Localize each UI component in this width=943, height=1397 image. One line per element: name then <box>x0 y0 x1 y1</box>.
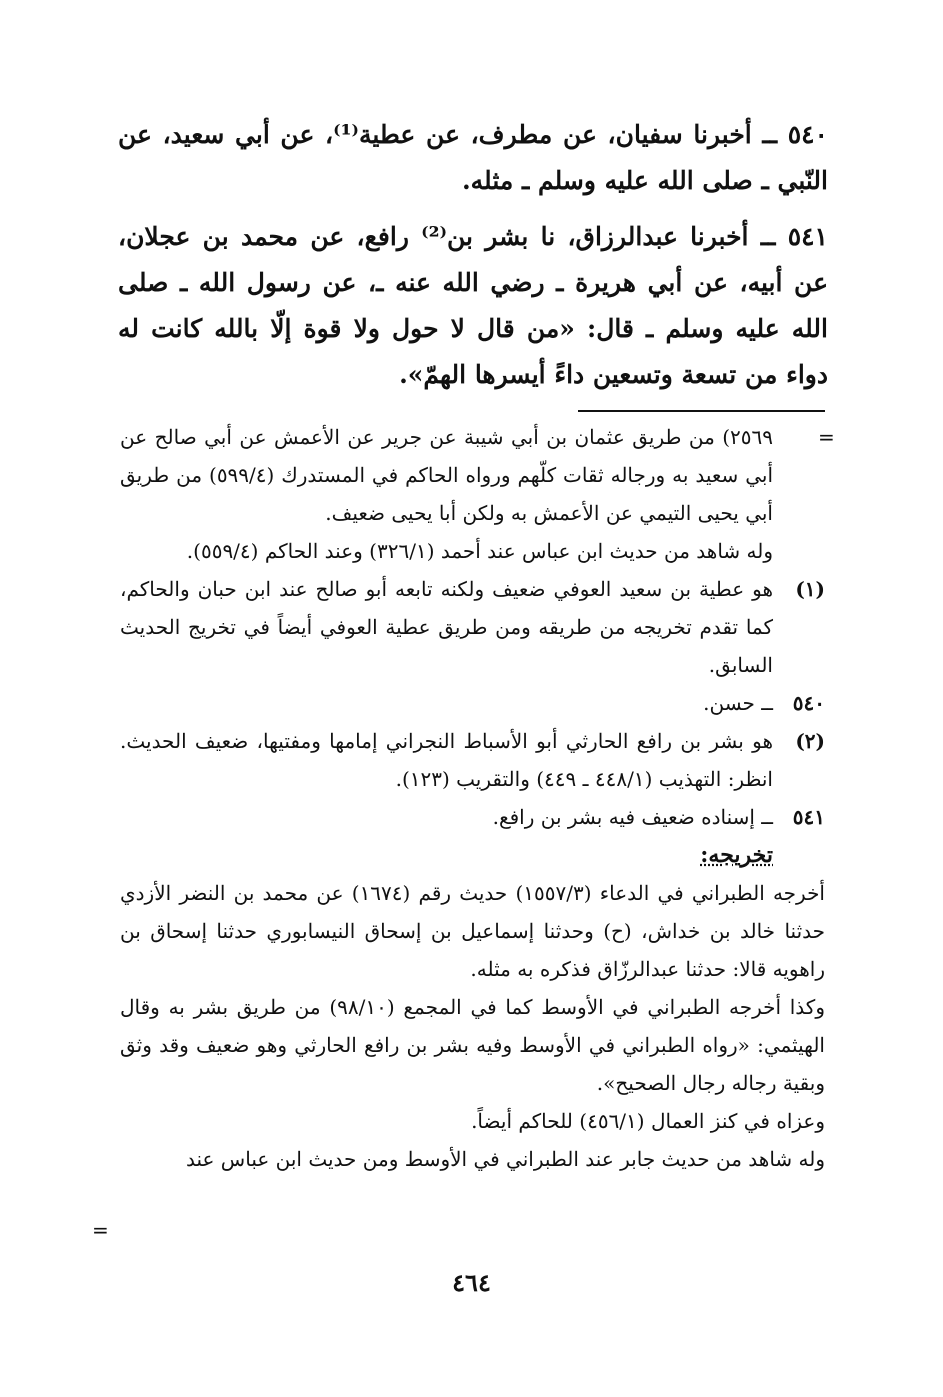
continues-mark: = <box>92 1218 109 1242</box>
footnote-separator <box>578 410 825 412</box>
footnote-1-text: هو عطية بن سعيد العوفي ضعيف ولكنه تابعه أبو صالح عند ابن حبان والحاكم، كما تقدم تخريجه من طريقه ومن طريق عطية العوفي أيضاً في تخريج الحديث السابق. <box>120 577 773 677</box>
grade-541-number: ٥٤١ <box>792 805 825 829</box>
footnote-continued: ٢٥٦٩) من طريق عثمان بن أبي شيبة عن جرير عن الأعمش عن أبي صالح عن أبي سعيد به ورجاله ثقات كلّهم ورواه الحاكم في المستدرك (٥٩٩/٤) من طريق أبي يحيى التيمي عن الأعمش به ولكن أبا يحيى ضعيف. <box>120 425 773 525</box>
takhrij-paragraph-4: وله شاهد من حديث جابر عند الطبراني في الأوسط ومن حديث ابن عباس عند <box>185 1147 825 1171</box>
footnote-2-text: هو بشر بن رافع الحارثي أبو الأسباط النجراني إمامها ومفتيها، ضعيف الحديث. انظر: التهذيب (٤٤٨/١ ـ ٤٤٩) والتقريب (١٢٣). <box>120 729 773 791</box>
grade-541 <box>120 798 825 836</box>
footnote-2 <box>120 722 825 798</box>
takhrij-paragraph-3: وعزاه في كنز العمال (٤٥٦/١) للحاكم أيضاً. <box>471 1109 825 1133</box>
footnote-2-number: (٢) <box>795 729 825 753</box>
continued-mark: = <box>818 425 835 449</box>
footnote-1 <box>120 570 825 684</box>
footnote-1-number: (١) <box>795 577 825 601</box>
footnotes-section <box>120 418 825 1178</box>
grade-540-text: ــ حسن. <box>703 691 773 715</box>
takhrij-paragraph-2: وكذا أخرجه الطبراني في الأوسط كما في المجمع (٩٨/١٠) من طريق بشر به وقال الهيثمي: «رواه الطبراني في الأوسط وفيه بشر بن رافع الحارثي وهو ضعيف وقد وثق وبقية رجاله رجال الصحيح». <box>120 995 825 1095</box>
hadith-541: ٥٤١ ــ أخبرنا عبدالرزاق، نا بشر بن⁽²⁾ رافع، عن محمد بن عجلان، عن أبيه، عن أبي هريرة ـ رضي الله عنه ـ، عن رسول الله ـ صلى الله عليه وسلم ـ قال: «من قال لا حول ولا قوة إلّا بالله كانت له دواء من تسعة وتسعين داءً أيسرها الهمّ». <box>118 222 828 389</box>
takhrij-heading: تخريجه: <box>700 842 773 868</box>
grade-541-text: ــ إسناده ضعيف فيه بشر بن رافع. <box>492 805 773 829</box>
grade-540 <box>120 684 825 722</box>
grade-540-number: ٥٤٠ <box>792 691 825 715</box>
takhrij-paragraph-1: أخرجه الطبراني في الدعاء (١٥٥٧/٣) حديث رقم (١٦٧٤) عن محمد بن النضر الأزدي حدثنا خالد بن خداش، (ح) وحدثنا إسماعيل بن إسحاق النيسابوري حدثنا إسحاق بن راهويه قالا: حدثنا عبدالرزّاق فذكره به مثله. <box>120 881 825 981</box>
footnote-continued-shahid: وله شاهد من حديث ابن عباس عند أحمد (٣٢٦/١) وعند الحاكم (٥٥٩/٤). <box>186 539 773 563</box>
hadith-540: ٥٤٠ ــ أخبرنا سفيان، عن مطرف، عن عطية⁽¹⁾، عن أبي سعيد، عن النّبي ـ صلى الله عليه وسلم ـ مثله. <box>118 120 828 195</box>
hadith-section <box>118 112 828 398</box>
page-number: ٤٦٤ <box>452 1268 491 1297</box>
